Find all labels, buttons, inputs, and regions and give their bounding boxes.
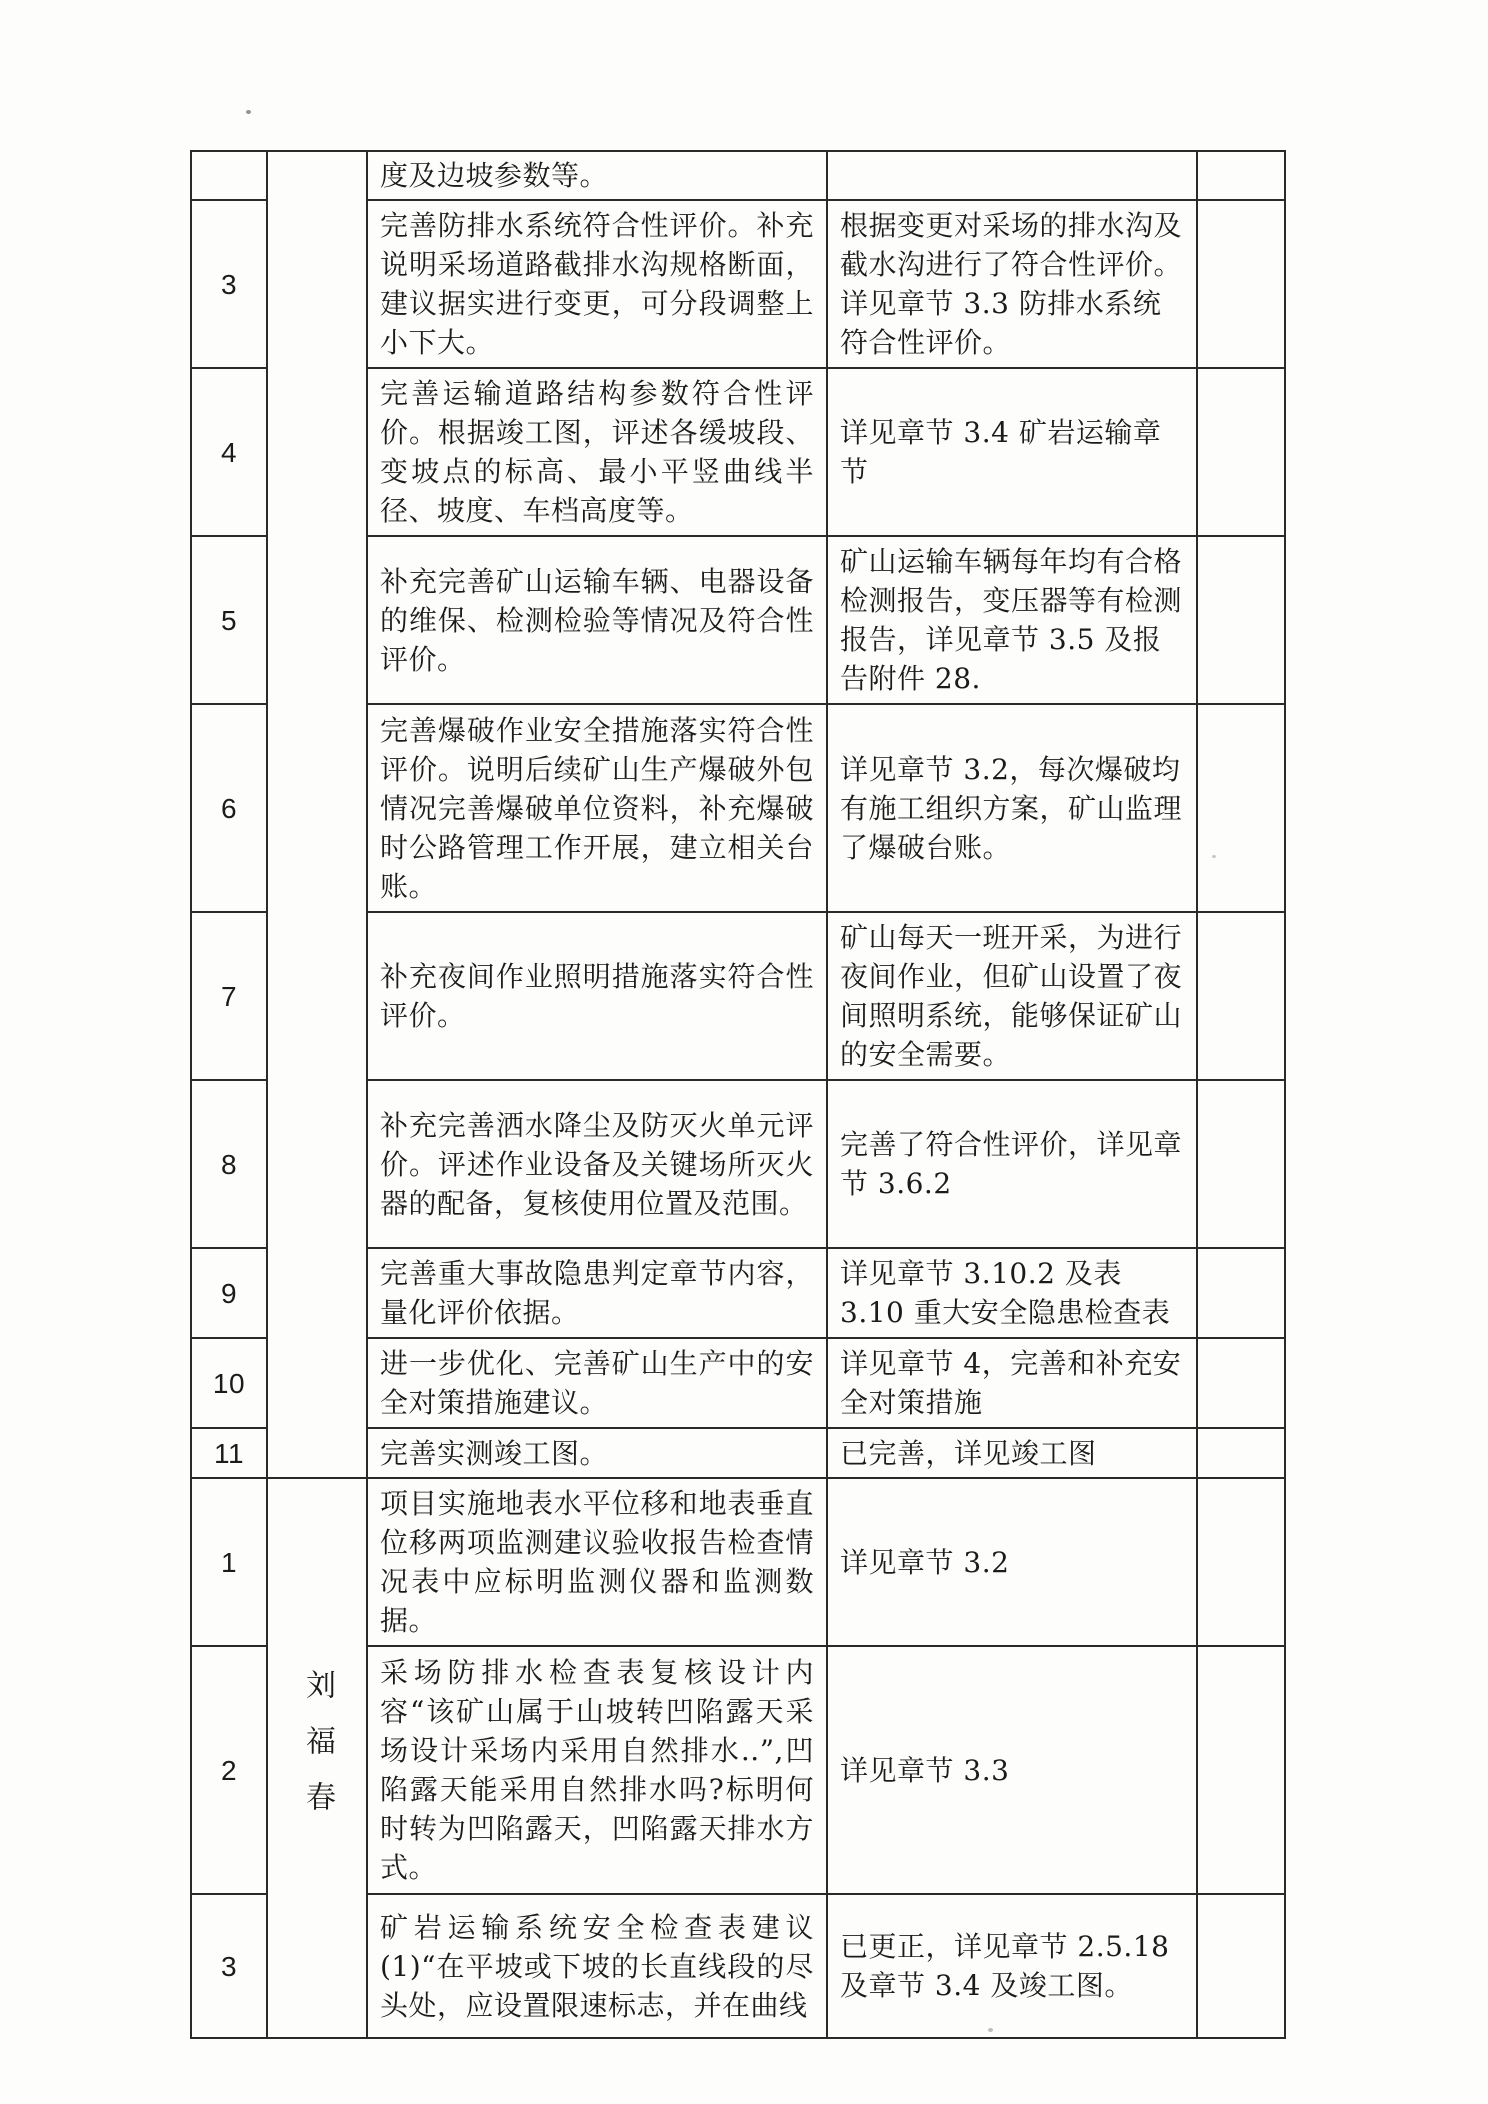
remark-cell [1197, 536, 1285, 704]
review-comment: 补充完善矿山运输车辆、电器设备的维保、检测检验等情况及符合性评价。 [367, 536, 827, 704]
row-number: 3 [191, 200, 267, 368]
response [827, 151, 1197, 200]
review-comment: 矿岩运输系统安全检查表建议(1)“在平坡或下坡的长直线段的尽头处，应设置限速标志，并在曲线 [367, 1894, 827, 2038]
response: 详见章节 3.4 矿岩运输章节 [827, 368, 1197, 536]
response: 详见章节 3.2 [827, 1478, 1197, 1646]
review-comment: 补充夜间作业照明措施落实符合性评价。 [367, 912, 827, 1080]
row-number: 6 [191, 704, 267, 912]
row-number: 3 [191, 1894, 267, 2038]
row-number: 5 [191, 536, 267, 704]
review-comment: 完善运输道路结构参数符合性评价。根据竣工图，评述各缓坡段、变坡点的标高、最小平竖曲线半径、坡度、车档高度等。 [367, 368, 827, 536]
response: 详见章节 4，完善和补充安全对策措施 [827, 1338, 1197, 1428]
review-comment: 进一步优化、完善矿山生产中的安全对策措施建议。 [367, 1338, 827, 1428]
review-comment: 完善防排水系统符合性评价。补充说明采场道路截排水沟规格断面，建议据实进行变更，可分段调整上小下大。 [367, 200, 827, 368]
remark-cell [1197, 1646, 1285, 1894]
table-row [191, 1478, 1285, 1646]
scan-speck [246, 110, 251, 114]
remark-cell [1197, 1248, 1285, 1338]
response: 矿山运输车辆每年均有合格检测报告，变压器等有检测报告，详见章节 3.5 及报告附件 28. [827, 536, 1197, 704]
response: 已更正，详见章节 2.5.18 及章节 3.4 及竣工图。 [827, 1894, 1197, 2038]
review-comment: 完善实测竣工图。 [367, 1428, 827, 1478]
review-comment: 度及边坡参数等。 [367, 151, 827, 200]
row-number: 8 [191, 1080, 267, 1248]
response: 详见章节 3.10.2 及表 3.10 重大安全隐患检查表 [827, 1248, 1197, 1338]
remark-cell [1197, 1478, 1285, 1646]
row-number: 4 [191, 368, 267, 536]
row-number: 1 [191, 1478, 267, 1646]
review-comment: 完善爆破作业安全措施落实符合性评价。说明后续矿山生产爆破外包情况完善爆破单位资料，补充爆破时公路管理工作开展，建立相关台账。 [367, 704, 827, 912]
response: 已完善，详见竣工图 [827, 1428, 1197, 1478]
remark-cell [1197, 1894, 1285, 2038]
reviewer-name: 刘福春 [300, 1669, 335, 1837]
remark-cell [1197, 704, 1285, 912]
row-number [191, 151, 267, 200]
reviewer-name-cell [267, 1478, 367, 2038]
reviewer-name-cell [267, 151, 367, 1478]
review-comment: 项目实施地表水平位移和地表垂直位移两项监测建议验收报告检查情况表中应标明监测仪器和监测数据。 [367, 1478, 827, 1646]
response: 详见章节 3.3 [827, 1646, 1197, 1894]
response: 完善了符合性评价，详见章节 3.6.2 [827, 1080, 1197, 1248]
review-comments-table [190, 150, 1286, 2039]
review-comment: 完善重大事故隐患判定章节内容，量化评价依据。 [367, 1248, 827, 1338]
row-number: 10 [191, 1338, 267, 1428]
row-number: 9 [191, 1248, 267, 1338]
remark-cell [1197, 912, 1285, 1080]
response: 根据变更对采场的排水沟及截水沟进行了符合性评价。详见章节 3.3 防排水系统符合性评价。 [827, 200, 1197, 368]
remark-cell [1197, 200, 1285, 368]
response: 矿山每天一班开采，为进行夜间作业，但矿山设置了夜间照明系统，能够保证矿山的安全需要。 [827, 912, 1197, 1080]
remark-cell [1197, 151, 1285, 200]
row-number: 11 [191, 1428, 267, 1478]
remark-cell [1197, 1338, 1285, 1428]
remark-cell [1197, 368, 1285, 536]
row-number: 7 [191, 912, 267, 1080]
remark-cell [1197, 1428, 1285, 1478]
table-row [191, 151, 1285, 200]
row-number: 2 [191, 1646, 267, 1894]
review-comment: 补充完善洒水降尘及防灭火单元评价。评述作业设备及关键场所灭火器的配备，复核使用位置及范围。 [367, 1080, 827, 1248]
response: 详见章节 3.2，每次爆破均有施工组织方案，矿山监理了爆破台账。 [827, 704, 1197, 912]
review-comment: 采场防排水检查表复核设计内容“该矿山属于山坡转凹陷露天采场设计采场内采用自然排水..”,凹陷露天能采用自然排水吗?标明何时转为凹陷露天，凹陷露天排水方式。 [367, 1646, 827, 1894]
remark-cell [1197, 1080, 1285, 1248]
